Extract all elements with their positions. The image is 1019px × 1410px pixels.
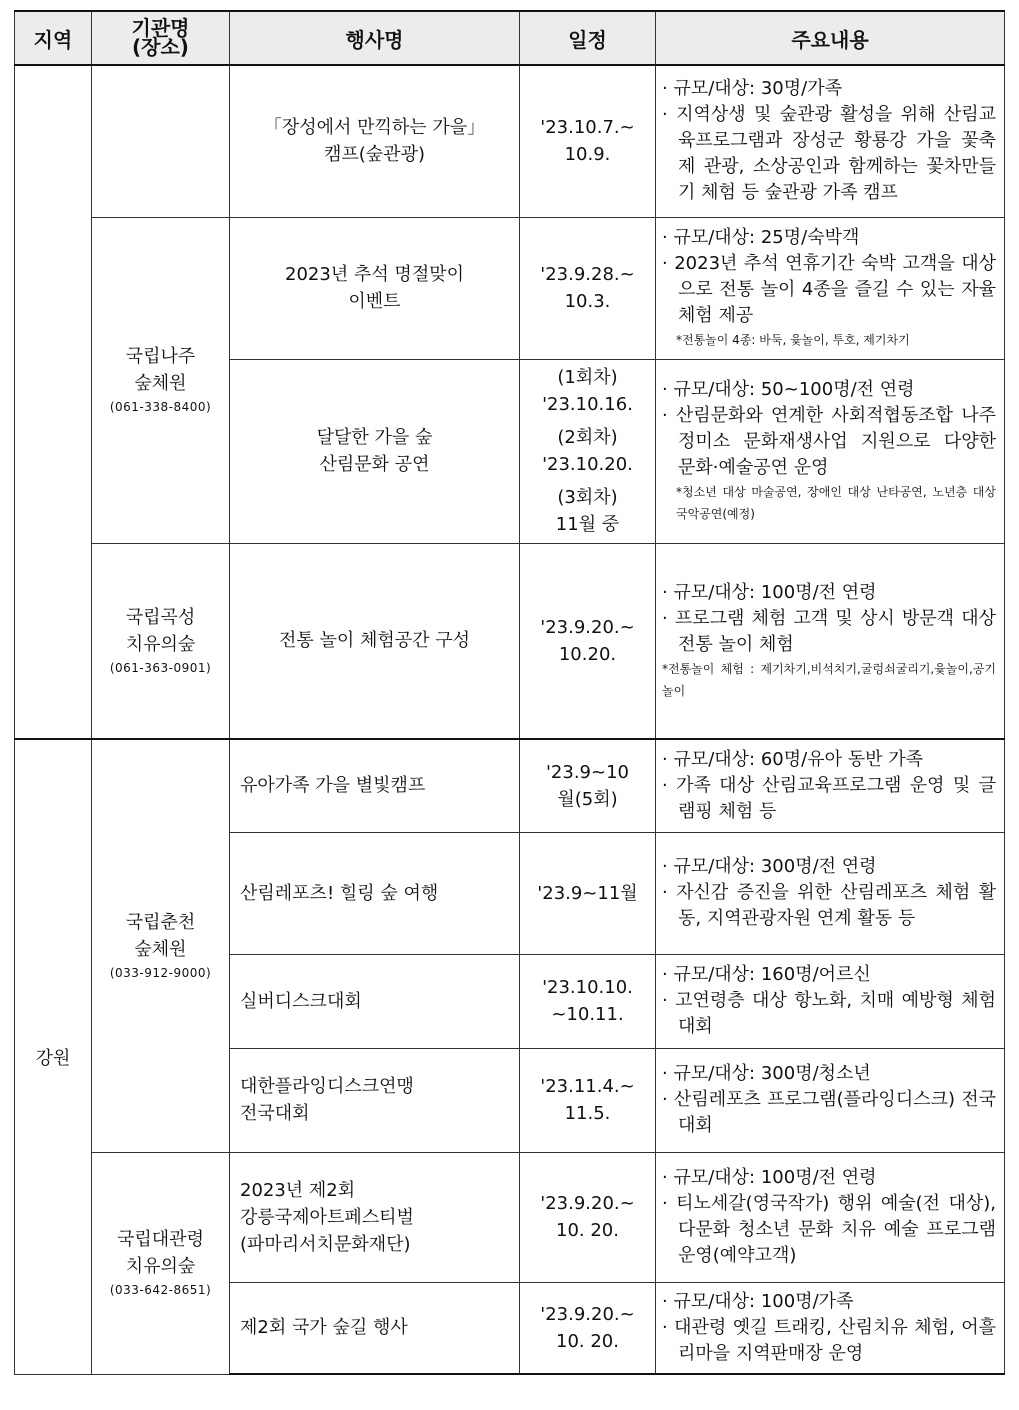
event-line: 달달한 가을 숲 <box>316 427 433 448</box>
date-line: '23.10.20. <box>542 454 633 475</box>
event-line: 2023년 추석 명절맞이 <box>285 264 464 285</box>
org-phone: (033-642-8651) <box>109 1283 212 1297</box>
content-bullet: · 규모/대상: 25명/숙박객 <box>662 227 860 248</box>
event-line: 대한플라잉디스크연맹 <box>240 1076 414 1097</box>
content-bullet: · 자신감 증진을 위한 산림레포츠 체험 활동, 지역관광자원 연계 활동 등 <box>662 882 996 929</box>
date-cell <box>520 217 656 359</box>
content-bullet: · 산림레포츠 프로그램(플라잉디스크) 전국대회 <box>662 1089 996 1136</box>
event-line: 「장성에서 만끽하는 가을」 <box>263 117 486 139</box>
event-line: 이벤트 <box>348 291 401 312</box>
date-line: '23.9.20.~ <box>540 1193 635 1214</box>
org-name-line1: 국립대관령 <box>117 1229 204 1250</box>
org-cell <box>92 543 230 739</box>
event-line: 전국대회 <box>240 1103 310 1124</box>
content-bullet: · 규모/대상: 300명/청소년 <box>662 1063 871 1084</box>
date-line: (1회차) <box>557 367 618 388</box>
date-line: '23.9~11월 <box>537 882 638 904</box>
region-cell: 강원 <box>15 739 92 1374</box>
date-line: 월(5회) <box>557 788 618 810</box>
region-cell-empty <box>15 65 92 739</box>
content-bullet: · 프로그램 체험 고객 및 상시 방문객 대상 전통 놀이 체험 <box>662 607 996 655</box>
event-cell <box>230 359 520 543</box>
content-bullet: · 2023년 추석 연휴기간 숙박 고객을 대상으로 전통 놀이 4종을 즐길 수 있는 자율 체험 제공 <box>662 253 996 326</box>
date-group <box>520 481 655 541</box>
content-cell <box>656 1282 1005 1374</box>
table-row <box>15 1152 1005 1282</box>
header-date: 일정 <box>520 11 656 65</box>
header-org <box>92 11 230 65</box>
table-row <box>15 217 1005 359</box>
date-group <box>520 421 655 481</box>
date-cell <box>520 1152 656 1282</box>
org-name-line2: 숲체원 <box>134 938 187 960</box>
event-cell <box>230 832 520 954</box>
content-bullet: · 고연령층 대상 항노화, 치매 예방형 체험대회 <box>662 990 996 1037</box>
header-org-line2: (장소) <box>132 35 189 59</box>
event-cell <box>230 739 520 832</box>
date-line: 10. 20. <box>556 1220 619 1241</box>
date-line: '23.9.28.~ <box>540 264 635 285</box>
date-group <box>520 361 655 421</box>
content-bullet: · 티노세갈(영국작가) 행위 예술(전 대상), 다문화 청소년 문화 치유 예술 프로그램 운영(예약고객) <box>662 1193 996 1266</box>
header-content: 주요내용 <box>656 11 1005 65</box>
event-line: 2023년 제2회 <box>240 1179 356 1201</box>
date-cell <box>520 65 656 217</box>
date-line: '23.9~10 <box>545 761 629 783</box>
content-cell <box>656 832 1005 954</box>
event-line: 강릉국제아트페스티벌 <box>240 1206 414 1228</box>
content-cell <box>656 359 1005 543</box>
events-table <box>14 10 1005 1375</box>
content-bullet: · 지역상생 및 숲관광 활성을 위해 산림교육프로그램과 장성군 황룡강 가을 꽃축제 관광, 소상공인과 함께하는 꽃차만들기 체험 등 숲관광 가족 캠프 <box>662 104 996 204</box>
event-line: 전통 놀이 체험공간 구성 <box>278 630 471 652</box>
date-line: '23.10.7.~ <box>540 117 635 139</box>
content-bullet: · 산림문화와 연계한 사회적협동조합 나주정미소 문화재생사업 지원으로 다양한 문화·예술공연 운영 <box>662 405 996 478</box>
content-bullet: · 규모/대상: 160명/어르신 <box>662 964 871 985</box>
content-cell <box>656 65 1005 217</box>
event-cell <box>230 954 520 1048</box>
content-note: *전통놀이 4종: 바둑, 윷놀이, 투호, 제기차기 <box>676 333 910 347</box>
event-line: 실버디스크대회 <box>240 990 362 1012</box>
org-name-line1: 국립나주 <box>125 346 196 367</box>
event-line: (파마리서치문화재단) <box>240 1233 411 1255</box>
org-cell <box>92 217 230 543</box>
org-name-line1: 국립곡성 <box>125 606 196 628</box>
date-line: 10. 20. <box>556 1330 619 1352</box>
date-line: 10.20. <box>558 643 617 665</box>
org-phone: (033-912-9000) <box>109 965 212 980</box>
date-line: '23.10.16. <box>542 394 633 415</box>
content-bullet: · 규모/대상: 300명/전 연령 <box>662 856 877 877</box>
date-line: (2회차) <box>557 427 618 448</box>
org-name-line2: 치유의숲 <box>125 1256 196 1277</box>
date-line: 11월 중 <box>555 514 620 535</box>
event-line: 제2회 국가 숲길 행사 <box>240 1317 408 1339</box>
date-line: 11.5. <box>564 1103 611 1124</box>
header-region: 지역 <box>15 11 92 65</box>
event-cell <box>230 1152 520 1282</box>
date-line: '23.9.20.~ <box>540 1303 635 1325</box>
date-cell <box>520 739 656 832</box>
org-cell <box>92 1152 230 1374</box>
content-bullet: · 규모/대상: 50~100명/전 연령 <box>662 379 915 400</box>
date-line: 10.9. <box>564 144 611 166</box>
table-row <box>15 65 1005 217</box>
content-note: *전통놀이 체험 : 제기차기,비석치기,굴렁쇠굴리기,윷놀이,공기놀이 <box>662 661 996 698</box>
content-cell <box>656 1152 1005 1282</box>
org-name-line2: 치유의숲 <box>125 633 196 655</box>
content-bullet: · 규모/대상: 100명/전 연령 <box>662 581 877 603</box>
event-cell <box>230 65 520 217</box>
org-phone: (061-338-8400) <box>109 400 212 414</box>
content-bullet: · 대관령 옛길 트래킹, 산림치유 체험, 어흘리마을 지역판매장 운영 <box>662 1316 996 1364</box>
event-cell <box>230 1282 520 1374</box>
content-cell <box>656 1048 1005 1152</box>
date-line: '23.9.20.~ <box>540 616 635 638</box>
org-cell <box>92 739 230 1152</box>
content-note: *청소년 대상 마술공연, 장애인 대상 난타공연, 노년층 대상 국악공연(예정) <box>676 485 996 521</box>
date-cell <box>520 954 656 1048</box>
event-line: 산림문화 공연 <box>319 454 430 475</box>
table-row <box>15 543 1005 739</box>
event-line: 유아가족 가을 별빛캠프 <box>240 775 426 797</box>
date-line: 10.3. <box>564 291 611 312</box>
event-line: 캠프(숲관광) <box>324 144 425 166</box>
content-bullet: · 규모/대상: 60명/유아 동반 가족 <box>662 748 923 770</box>
table-row <box>15 739 1005 832</box>
date-cell <box>520 1282 656 1374</box>
header-org-line1: 기관명 <box>131 16 190 40</box>
date-cell <box>520 543 656 739</box>
date-cell <box>520 359 656 543</box>
event-cell <box>230 543 520 739</box>
date-cell <box>520 1048 656 1152</box>
header-event: 행사명 <box>230 11 520 65</box>
date-line: '23.10.10. <box>542 977 633 998</box>
org-name-line2: 숲체원 <box>134 373 187 394</box>
date-cell <box>520 832 656 954</box>
date-line: '23.11.4.~ <box>540 1076 635 1097</box>
event-line: 산림레포츠! 힐링 숲 여행 <box>240 882 439 904</box>
event-cell <box>230 1048 520 1152</box>
content-cell <box>656 543 1005 739</box>
org-cell-empty <box>92 65 230 217</box>
content-cell <box>656 217 1005 359</box>
content-cell <box>656 739 1005 832</box>
org-name-line1: 국립춘천 <box>125 911 196 933</box>
content-bullet: · 가족 대상 산림교육프로그램 운영 및 글램핑 체험 등 <box>662 774 996 822</box>
content-cell <box>656 954 1005 1048</box>
date-line: (3회차) <box>557 487 618 508</box>
content-bullet: · 규모/대상: 100명/가족 <box>662 1290 854 1312</box>
content-bullet: · 규모/대상: 30명/가족 <box>662 78 842 100</box>
date-line: ~10.11. <box>551 1004 624 1025</box>
content-bullet: · 규모/대상: 100명/전 연령 <box>662 1167 877 1188</box>
org-phone: (061-363-0901) <box>109 660 212 675</box>
event-cell <box>230 217 520 359</box>
table-header-row <box>15 11 1005 65</box>
